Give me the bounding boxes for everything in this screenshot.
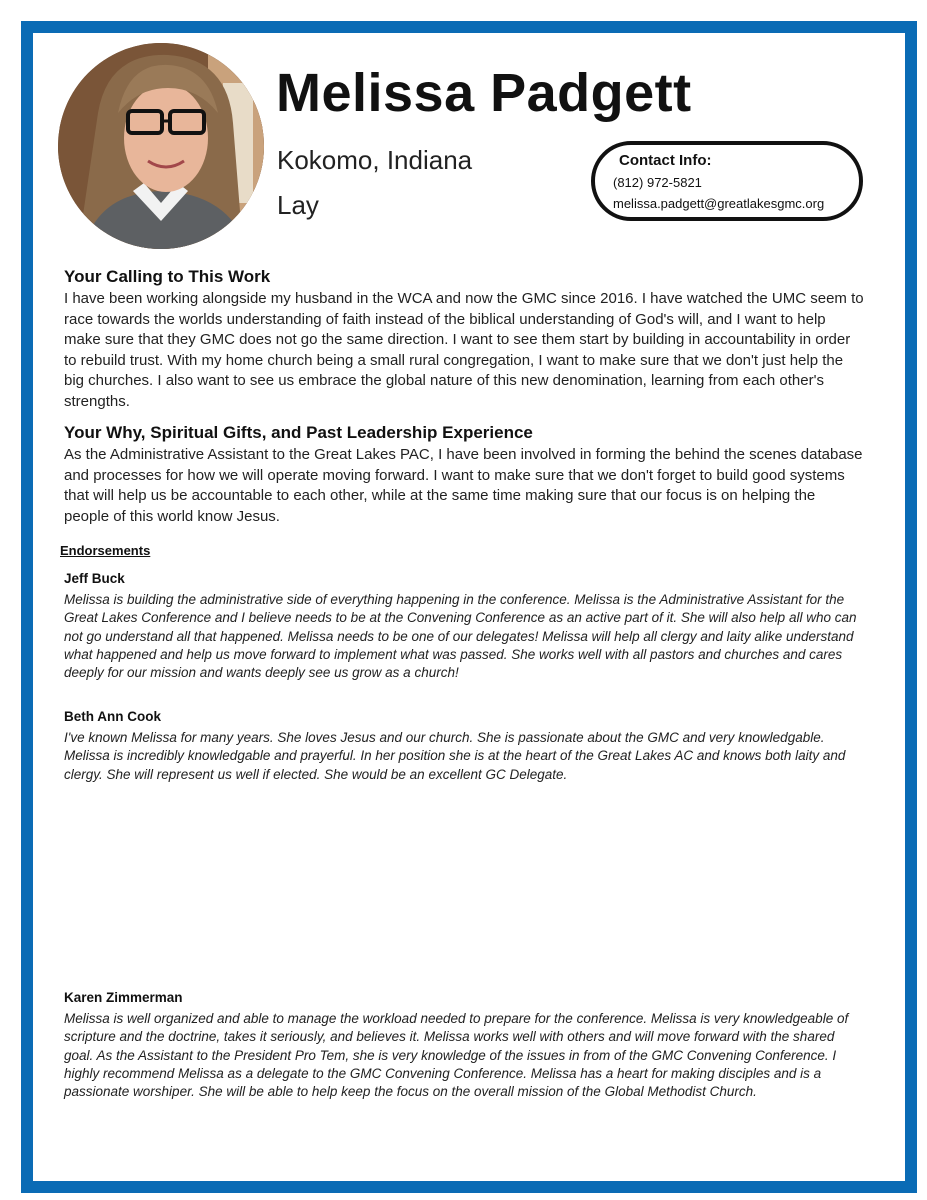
calling-heading: Your Calling to This Work [64,267,271,286]
endorsement-item [64,570,864,682]
endorsement-item [64,708,864,784]
calling-section [64,267,864,413]
profile-photo [58,43,264,249]
candidate-role: Lay [277,190,319,220]
endorsement-item [64,989,864,1101]
endorsement-text: Melissa is well organized and able to manage the workload needed to prepare for the conference. Melissa is very knowledgeable of scripture and the doctrine, takes it seriously, and believes it. Melissa works well with others and will move forward with the shared goal. As the Assistant to the President Pro Tem, she is very knowledge of the issues in from of the GMC Convening Conference. I highly recommend Melissa as a delegate to the GMC Convening Conference. Melissa has a heart for making disciples and is a passionate worshiper. She will be able to help keep the focus on the overall mission of the Global Methodist Church. [64,1011,849,1100]
why-section [64,423,864,527]
calling-body: I have been working alongside my husband in the WCA and now the GMC since 2016. I have watched the UMC seem to race towards the worlds understanding of faith instead of the biblical understanding of God's will, and I want to help make sure that they GMC does not go the same direction. I want to see them start by building in accountability in order to rebuild trust. With my home church being a small rural congregation, I want to make sure that we don't just help the big churches. I also want to see us embrace the global nature of this new denomination, learning from each other's strengths. [64,290,864,410]
endorser-name: Beth Ann Cook [64,709,161,724]
candidate-name: Melissa Padgett [276,63,692,123]
contact-info-box [591,141,863,221]
contact-phone: (812) 972-5821 [613,175,702,190]
endorser-name: Karen Zimmerman [64,990,183,1005]
endorsement-text: Melissa is building the administrative side of everything happening in the conference. Melissa is the Administrative Assistant for the Great Lakes Conference and I believe needs to be at the Convening Conference as an active part of it. She will also help all who can not go understand all that happened. Melissa needs to be one of our delegates! Melissa will help all clergy and laity alike understand what happened and help us move forward to implement what was passed. She works well with all pastors and churches and cares deeply for our mission and wants deeply see us grow as a church! [64,592,857,681]
person-photo-icon [58,43,264,249]
contact-title: Contact Info: [619,152,712,169]
endorser-name: Jeff Buck [64,571,125,586]
candidate-location: Kokomo, Indiana [277,145,473,175]
endorsements-title: Endorsements [60,543,151,558]
why-heading: Your Why, Spiritual Gifts, and Past Leadership Experience [64,423,533,442]
why-body: As the Administrative Assistant to the Great Lakes PAC, I have been involved in forming the behind the scenes database and processes for how we will operate moving forward. I want to make sure that we don't forget to build good systems that will help us be accountable to each other, while at the same time making sure that our focus is on helping the people of this world know Jesus. [64,446,863,525]
contact-email[interactable]: melissa.padgett@greatlakesgmc.org [613,196,825,211]
endorsement-text: I've known Melissa for many years. She loves Jesus and our church. She is passionate about the GMC and very knowledgable. Melissa is incredibly knowledgable and prayerful. In her position she is at the heart of the Great Lakes AC and knows both laity and clergy. She will represent us well if elected. She would be an excellent GC Delegate. [64,730,846,782]
